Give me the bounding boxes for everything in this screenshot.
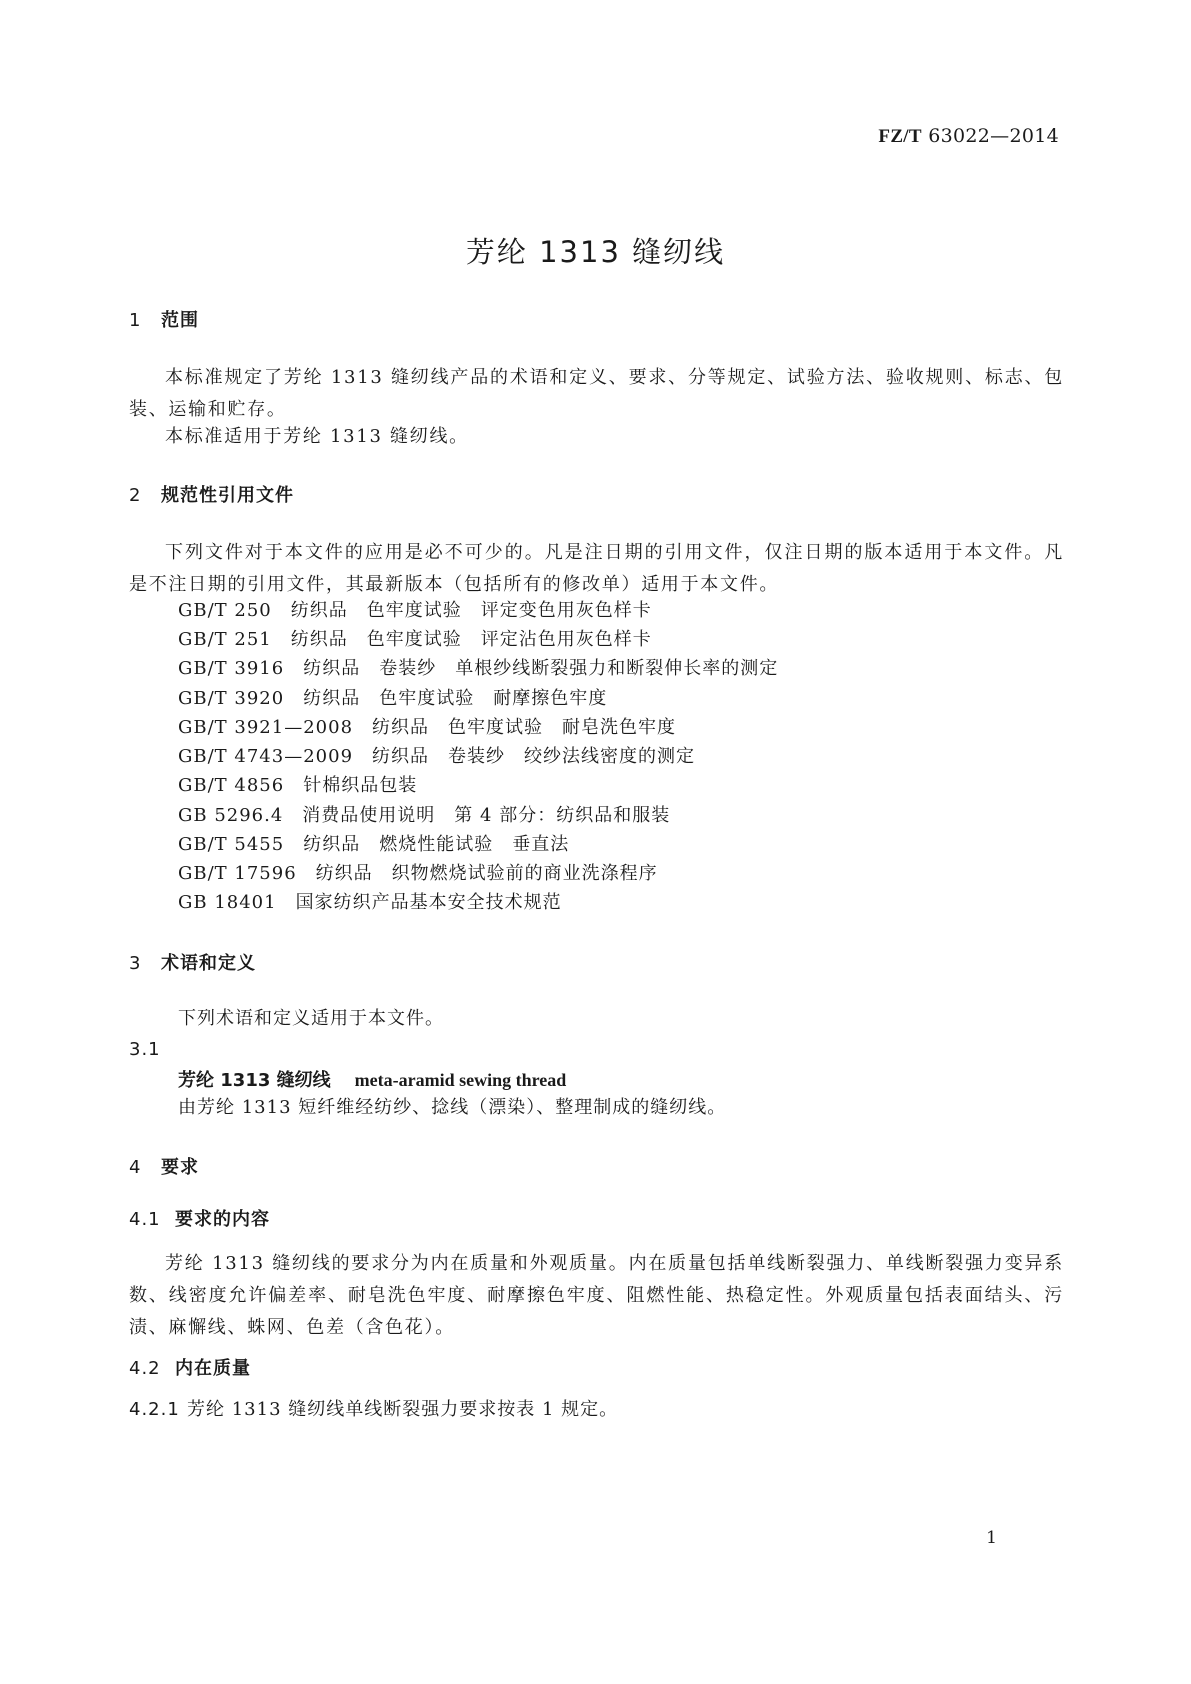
reference-item: GB/T 4856 针棉织品包装	[178, 775, 418, 796]
section-1-heading	[129, 306, 199, 332]
subsection-4-1-paragraph: 芳纶 1313 缝纫线的要求分为内在质量和外观质量。内在质量包括单线断裂强力、单线断裂强力变异系数、线密度允许偏差率、耐皂洗色牢度、耐摩擦色牢度、阻燃性能、热稳定性。外观质量包括表面结头、污渍、麻懈线、蛛网、色差（含色花）。	[129, 1253, 1064, 1338]
section-3-paragraph-1: 下列术语和定义适用于本文件。	[178, 1008, 444, 1029]
standard-prefix: FZ/T	[878, 126, 922, 147]
section-title: 要求	[161, 1157, 199, 1178]
section-1-paragraph-2: 本标准适用于芳纶 1313 缝纫线。	[165, 426, 469, 447]
reference-item: GB 5296.4 消费品使用说明 第 4 部分：纺织品和服装	[178, 805, 671, 826]
reference-item: GB/T 3921—2008 纺织品 色牢度试验 耐皂洗色牢度	[178, 717, 677, 738]
clause-text: 芳纶 1313 缝纫线单线断裂强力要求按表 1 规定。	[187, 1399, 619, 1420]
reference-item: GB/T 5455 纺织品 燃烧性能试验 垂直法	[178, 834, 570, 855]
document-title: 芳纶 1313 缝纫线	[465, 235, 726, 269]
subsection-number: 4.2	[129, 1358, 161, 1379]
section-3-heading	[129, 949, 256, 975]
reference-item: GB/T 3920 纺织品 色牢度试验 耐摩擦色牢度	[178, 688, 608, 709]
term-definition: 由芳纶 1313 短纤维经纺纱、捻线（漂染）、整理制成的缝纫线。	[178, 1097, 727, 1118]
section-title: 范围	[161, 310, 199, 331]
reference-item: GB/T 3916 纺织品 卷装纱 单根纱线断裂强力和断裂伸长率的测定	[178, 658, 779, 679]
reference-item: GB/T 251 纺织品 色牢度试验 评定沾色用灰色样卡	[178, 629, 652, 650]
term-chinese: 芳纶 1313 缝纫线	[178, 1070, 331, 1091]
section-number: 4	[129, 1157, 142, 1178]
reference-item: GB/T 250 纺织品 色牢度试验 评定变色用灰色样卡	[178, 600, 652, 621]
subsection-number: 4.1	[129, 1209, 161, 1230]
section-number: 1	[129, 310, 142, 331]
standard-number: 63022—2014	[928, 125, 1059, 147]
subsection-4-1-heading	[129, 1205, 270, 1231]
term-entry	[178, 1066, 566, 1092]
subsection-4-2-heading	[129, 1354, 251, 1380]
term-number: 3.1	[129, 1039, 161, 1060]
section-2-heading	[129, 481, 294, 507]
reference-item: GB/T 17596 纺织品 织物燃烧试验前的商业洗涤程序	[178, 863, 658, 884]
section-title: 规范性引用文件	[161, 485, 294, 506]
clause-number: 4.2.1	[129, 1399, 180, 1420]
reference-item: GB/T 4743—2009 纺织品 卷装纱 绞纱法线密度的测定	[178, 746, 696, 767]
reference-item: GB 18401 国家纺织产品基本安全技术规范	[178, 892, 562, 913]
section-number: 2	[129, 485, 142, 506]
section-2-paragraph-1: 下列文件对于本文件的应用是必不可少的。凡是注日期的引用文件，仅注日期的版本适用于本文件。凡是不注日期的引用文件，其最新版本（包括所有的修改单）适用于本文件。	[129, 542, 1064, 595]
section-1-paragraph-1: 本标准规定了芳纶 1313 缝纫线产品的术语和定义、要求、分等规定、试验方法、验收规则、标志、包装、运输和贮存。	[129, 367, 1064, 420]
standard-code	[878, 125, 1059, 148]
section-title: 术语和定义	[161, 953, 256, 974]
subsection-title: 要求的内容	[175, 1209, 270, 1230]
subsection-title: 内在质量	[175, 1358, 251, 1379]
term-english: meta-aramid sewing thread	[354, 1070, 567, 1090]
page-number: 1	[986, 1528, 997, 1548]
section-4-heading	[129, 1153, 199, 1179]
clause-4-2-1	[129, 1394, 618, 1426]
section-number: 3	[129, 953, 142, 974]
